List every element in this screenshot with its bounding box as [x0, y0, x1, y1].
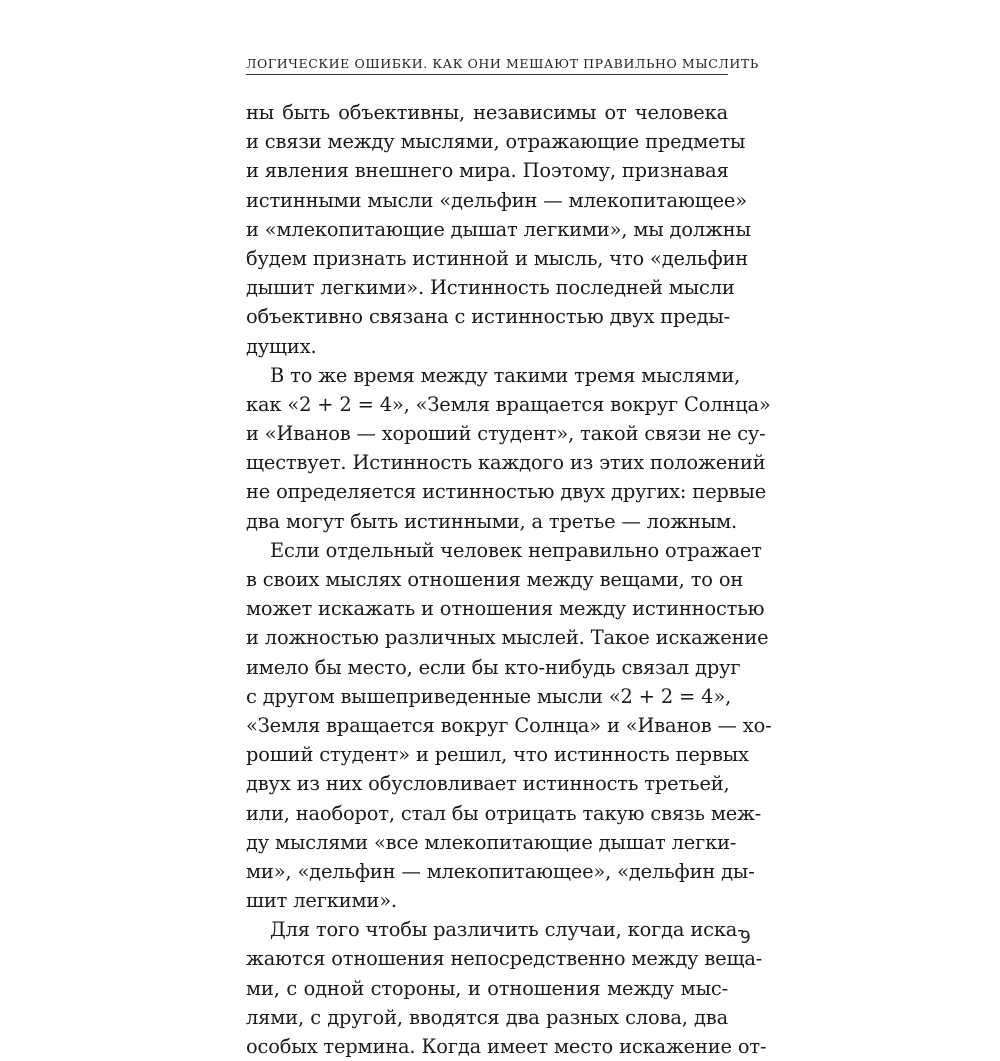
text-line: ны быть объективны, независимы от человека	[246, 101, 728, 124]
text-line: роший студент» и решил, что истинность первых	[246, 743, 749, 767]
text-line: два могут быть истинными, а третье — ложным.	[246, 509, 738, 533]
text-line: ми», «дельфин — млекопитающее», «дельфин ды-	[246, 859, 755, 883]
text-line: может искажать и отношения между истинностью	[246, 597, 765, 621]
text-line: и связи между мыслями, отражающие предметы	[246, 130, 746, 154]
text-line: не определяется истинностью двух других: первые	[246, 480, 767, 504]
text-line: будем признать истинной и мысль, что «дельфин	[246, 246, 749, 270]
text-line: «Земля вращается вокруг Солнца» и «Иванов — хо-	[246, 713, 772, 737]
text-line: Если отдельный человек неправильно отражает	[270, 538, 762, 562]
text-line: Для того чтобы различить случаи, когда иска-	[270, 918, 744, 942]
text-line: шит легкими».	[246, 889, 397, 913]
text-line: ду мыслями «все млекопитающие дышат легки-	[246, 830, 737, 854]
text-line: и «млекопитающие дышат легкими», мы должны	[246, 217, 751, 241]
text-line: дышит легкими». Истинность последней мысли	[246, 276, 735, 300]
text-line: как «2 + 2 = 4», «Земля вращается вокруг Солнца»	[246, 392, 771, 416]
text-line: или, наоборот, стал бы отрицать такую связь меж-	[246, 801, 762, 825]
text-line: дущих.	[246, 334, 317, 358]
header-rule	[246, 74, 728, 75]
running-head: ЛОГИЧЕСКИЕ ОШИБКИ. КАК ОНИ МЕШАЮТ ПРАВИЛЬНО МЫСЛИТЬ	[246, 56, 759, 71]
text-line: ществует. Истинность каждого из этих положений	[246, 451, 766, 475]
text-line: объективно связана с истинностью двух преды-	[246, 305, 731, 329]
text-line: лями, с другой, вводятся два разных слова, два	[246, 1005, 728, 1029]
text-line: ми, с одной стороны, и отношения между мыс-	[246, 976, 728, 1000]
text-line: и «Иванов — хороший студент», такой связи не су-	[246, 422, 766, 446]
text-line: с другом вышеприведенные мысли «2 + 2 = 4»,	[246, 684, 732, 708]
body-text	[246, 98, 772, 1061]
text-line: в своих мыслях отношения между вещами, то он	[246, 568, 744, 591]
text-line: и явления внешнего мира. Поэтому, признавая	[246, 159, 729, 183]
text-line: особых термина. Когда имеет место искажение от-	[246, 1035, 767, 1058]
text-line: В то же время между такими тремя мыслями,	[270, 363, 741, 387]
text-line: и ложностью различных мыслей. Такое искажение	[246, 626, 769, 650]
text-line: двух из них обусловливает истинность третьей,	[246, 772, 730, 796]
text-line: истинными мысли «дельфин — млекопитающее»	[246, 188, 747, 212]
text-line: жаются отношения непосредственно между веща-	[246, 947, 763, 971]
page-number: 9	[740, 928, 751, 948]
text-line: имело бы место, если бы кто-нибудь связал друг	[246, 655, 741, 679]
